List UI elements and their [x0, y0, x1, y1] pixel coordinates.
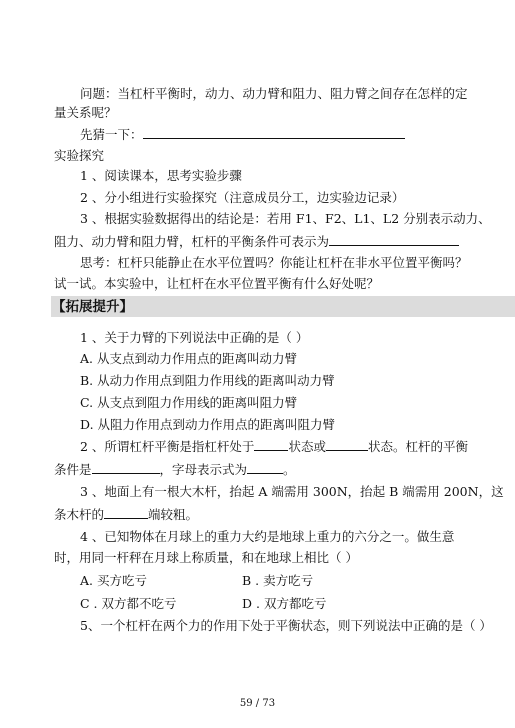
- question-2-text-e: ，字母表示式为: [159, 462, 248, 477]
- condition-blank: [92, 461, 160, 474]
- guess-blank: [143, 126, 405, 139]
- question-3-line-1: 3 、地面上有一根大木杆，抬起 A 端需用 300N，抬起 B 端需用 200N，这: [80, 484, 504, 499]
- think-line-2: 试一试。本实验中，让杠杆在水平位置平衡有什么好处呢？: [54, 276, 380, 291]
- section-title: 【拓展提升】: [52, 299, 133, 315]
- question-2-text-b: 状态或: [288, 439, 326, 454]
- step-3-line-1: 3 、根据实验数据得出的结论是：若用 F1、F2、L1、L2 分别表示动力、: [80, 211, 491, 226]
- question-3-text-b: 条木杆的: [54, 507, 105, 522]
- formula-blank: [247, 461, 283, 474]
- question-3-line-2: [54, 506, 198, 523]
- question-1-option-a: A. 从支点到动力作用点的距离叫动力臂: [80, 351, 297, 366]
- page-number: 59 / 73: [239, 698, 276, 709]
- question-2-line-1: [80, 438, 468, 455]
- question-4-option-b: B . 卖方吃亏: [242, 573, 314, 588]
- question-2-text-c: 状态。杠杆的平衡: [367, 439, 468, 454]
- question-5: 5、一个杠杆在两个力的作用下处于平衡状态，则下列说法中正确的是（ ）: [80, 618, 492, 633]
- question-2-text-d: 条件是: [54, 462, 92, 477]
- question-4-line-1: 4 、已知物体在月球上的重力大约是地球上重力的六分之一。做生意: [80, 529, 455, 544]
- step-3-text: 阻力、动力臂和阻力臂，杠杆的平衡条件可表示为: [54, 234, 330, 249]
- step-3-line-2: [54, 233, 459, 250]
- step-2: 2 、分小组进行实验探究（注意成员分工，边实验边记录）: [80, 190, 405, 205]
- question-4-line-2: 时，用同一杆秤在月球上称质量，和在地球上相比（ ）: [54, 550, 358, 565]
- question-4-option-c: C . 双方都不吃亏: [80, 596, 177, 611]
- state-blank-1: [254, 438, 288, 451]
- question-2-text-a: 2 、所谓杠杆平衡是指杠杆处于: [80, 439, 255, 454]
- question-4-option-a: A. 买方吃亏: [80, 573, 147, 588]
- thick-end-blank: [104, 506, 148, 519]
- guess-label: 先猜一下：: [80, 127, 143, 142]
- question-line-1: 问题：当杠杆平衡时，动力、动力臂和阻力、阻力臂之间存在怎样的定: [80, 86, 468, 101]
- experiment-heading: 实验探究: [54, 148, 105, 163]
- question-2-line-2: [54, 461, 296, 478]
- state-blank-2: [326, 438, 368, 451]
- balance-condition-blank: [329, 233, 459, 246]
- question-line-2: 量关系呢？: [54, 105, 117, 120]
- question-1: 1 、关于力臂的下列说法中正确的是（ ）: [80, 330, 309, 345]
- guess-line: [80, 126, 405, 143]
- question-4-option-d: D . 双方都吃亏: [242, 596, 327, 611]
- question-3-text-c: 端较粗。: [148, 507, 199, 522]
- question-1-option-b: B. 从动力作用点到阻力作用线的距离叫动力臂: [80, 373, 335, 388]
- question-2-text-f: 。: [283, 462, 296, 477]
- think-line-1: 思考：杠杆只能静止在水平位置吗？你能让杠杆在非水平位置平衡吗？: [80, 255, 468, 270]
- question-1-option-d: D. 从阻力作用点到动力作用点的距离叫阻力臂: [80, 417, 336, 432]
- question-1-option-c: C. 从支点到阻力作用线的距离叫阻力臂: [80, 395, 298, 410]
- step-1: 1 、阅读课本，思考实验步骤: [80, 168, 242, 183]
